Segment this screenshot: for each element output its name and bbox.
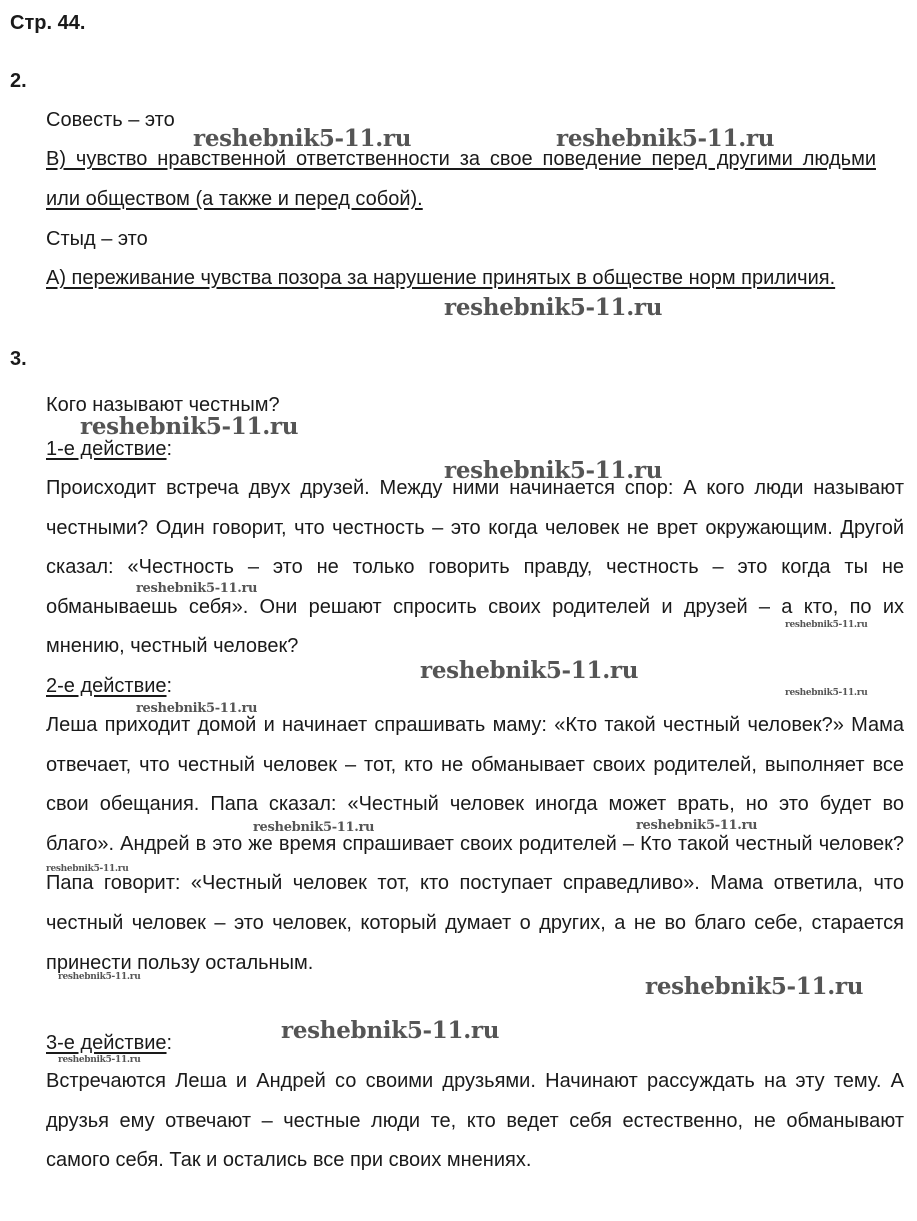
page-title: Стр. 44. [10, 12, 86, 34]
watermark: reshebnik5-11.ru [281, 1017, 500, 1044]
watermark: reshebnik5-11.ru [46, 864, 129, 874]
conscience-question: Совесть – это [46, 109, 175, 131]
watermark: reshebnik5-11.ru [136, 701, 258, 716]
task-2-number: 2. [10, 70, 27, 92]
watermark: reshebnik5-11.ru [444, 457, 663, 484]
watermark: reshebnik5-11.ru [136, 581, 258, 596]
watermark: reshebnik5-11.ru [80, 413, 299, 440]
watermark: reshebnik5-11.ru [785, 620, 868, 630]
watermark: reshebnik5-11.ru [645, 973, 864, 1000]
shame-question: Стыд – это [46, 228, 148, 250]
watermark: reshebnik5-11.ru [193, 125, 412, 152]
watermark: reshebnik5-11.ru [636, 818, 758, 833]
act-2-text: Леша приходит домой и начинает спрашивать маму: «Кто такой честный человек?» Мама отвечает, что честный человек – тот, кто не обманывает своих родителей, выполняет все свои обещания. Папа сказал: «Честный человек иногда может врать, но это будет во благо». Андрей в это же время спрашивает своих родителей – Кто такой честный человек? Папа говорит: «Честный человек тот, кто поступает справедливо». Мама ответила, что честный человек – это человек, который думает о других, а не во благо себе, старается принести пользу остальным. [46, 714, 904, 974]
watermark: reshebnik5-11.ru [785, 688, 868, 698]
task-3-number: 3. [10, 348, 27, 370]
honesty-question: Кого называют честным? [46, 394, 280, 416]
watermark: reshebnik5-11.ru [253, 820, 375, 835]
watermark: reshebnik5-11.ru [58, 972, 141, 982]
act-1-text: Происходит встреча двух друзей. Между ними начинается спор: А кого люди называют честными? Один говорит, что честность – это когда человек не врет окружающим. Другой сказал: «Честность – это не только говорить правду, честность – это когда ты не обманываешь себя». Они решают спросить своих родителей и друзей – а кто, по их мнению, честный человек? [46, 477, 904, 658]
conscience-answer: В) чувство нравственной ответственности за свое поведение перед другими людьми или обществом (а также и перед собой). [46, 148, 876, 210]
shame-answer: А) переживание чувства позора за нарушение принятых в обществе норм приличия. [46, 267, 836, 289]
watermark: reshebnik5-11.ru [58, 1055, 141, 1065]
watermark: reshebnik5-11.ru [556, 125, 775, 152]
act-2-heading: 2-е действие: [46, 675, 173, 697]
act-3-text: Встречаются Леша и Андрей со своими друзьями. Начинают рассуждать на эту тему. А друзья ему отвечают – честные люди те, кто ведет себя естественно, не обманывают самого себя. Так и остались все при своих мнениях. [46, 1070, 904, 1172]
act-3-heading: 3-е действие: [46, 1032, 173, 1054]
watermark: reshebnik5-11.ru [420, 657, 639, 684]
act-1-heading: 1-е действие: [46, 438, 173, 460]
watermark: reshebnik5-11.ru [444, 294, 663, 321]
